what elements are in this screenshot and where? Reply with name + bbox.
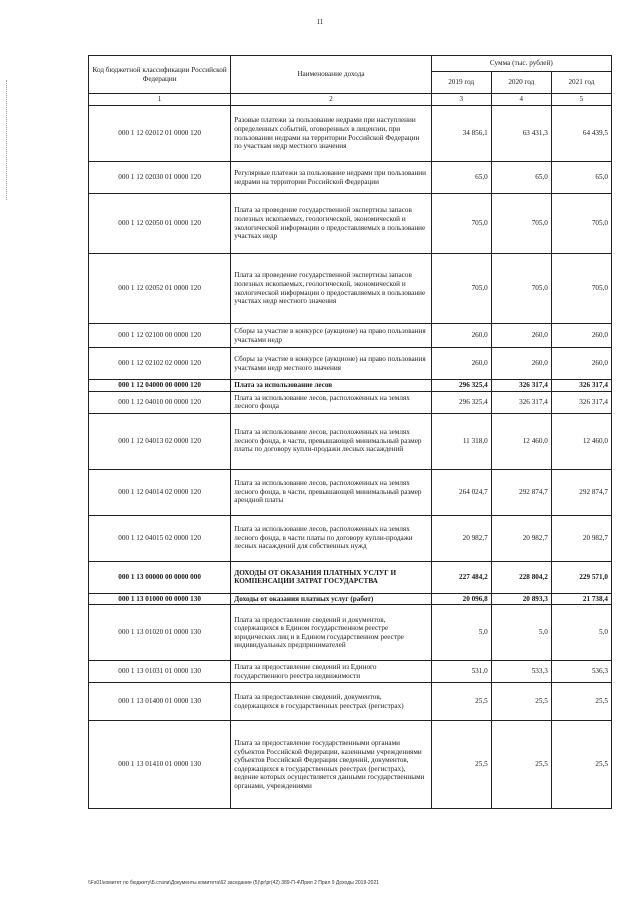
row-value-2021: 12 460,0: [551, 413, 611, 469]
row-value-2019: 296 325,4: [431, 391, 491, 413]
table-row: [89, 324, 612, 348]
row-name: Разовые платежи за пользование недрами при наступлении определенных событий, оговоренных в лицензии, при пользовании недрами на территории Российской Федерации по участкам недр местного значения: [231, 106, 431, 162]
row-value-2020: 228 804,2: [491, 561, 551, 593]
row-value-2019: 20 982,7: [431, 515, 491, 561]
row-code: 000 1 13 01020 01 0000 130: [89, 605, 231, 661]
row-name: Плата за использование лесов, расположенных на землях лесного фонда, в части, превышающей минимальный размер платы по договору купли-продажи лесных насаждений: [231, 413, 431, 469]
row-code: 000 1 13 01000 00 0000 130: [89, 593, 231, 605]
row-value-2021: 65,0: [551, 162, 611, 194]
row-name: Сборы за участие в конкурсе (аукционе) на право пользования участками недр местного значения: [231, 348, 431, 380]
table-row: [89, 254, 612, 324]
row-value-2019: 705,0: [431, 194, 491, 254]
row-code: 000 1 12 04014 02 0000 120: [89, 469, 231, 515]
table-row: [89, 391, 612, 413]
col-number: 2: [231, 94, 431, 106]
revenue-table: [88, 55, 612, 809]
row-value-2020: 705,0: [491, 194, 551, 254]
row-value-2019: 25,5: [431, 721, 491, 809]
page-number: 11: [316, 18, 324, 26]
row-value-2020: 705,0: [491, 254, 551, 324]
header-year-2020: 2020 год: [491, 72, 551, 94]
row-value-2020: 65,0: [491, 162, 551, 194]
row-value-2021: 292 874,7: [551, 469, 611, 515]
row-value-2019: 34 856,1: [431, 106, 491, 162]
row-name: Плата за проведение государственной экспертизы запасов полезных ископаемых, геологической, экономической и экологической информации о предоставляемых в пользование участках недр: [231, 194, 431, 254]
col-number: 5: [551, 94, 611, 106]
row-code: 000 1 12 02050 01 0000 120: [89, 194, 231, 254]
row-value-2020: 63 431,3: [491, 106, 551, 162]
row-name: Регулярные платежи за пользование недрами при пользовании недрами на территории Российской Федерации: [231, 162, 431, 194]
row-name: Плата за использование лесов, расположенных на землях лесного фонда, в части платы по договору купли-продажи лесных насаждений для собственных нужд: [231, 515, 431, 561]
row-code: 000 1 12 02030 01 0000 120: [89, 162, 231, 194]
row-name: Плата за предоставление сведений и документов, содержащихся в Едином государственном реестре юридических лиц и в Едином государственном реестре индивидуальных предпринимателей: [231, 605, 431, 661]
table-row: [89, 721, 612, 809]
row-name: Плата за предоставление государственными органами субъектов Российской Федерации, казенными учреждениями субъектов Российской Федерации сведений, документов, содержащихся в государственных реестрах (регистрах), ведение которых осуществляется данными государственными органами, учреждениями: [231, 721, 431, 809]
row-name: Плата за использование лесов: [231, 380, 431, 392]
row-value-2020: 260,0: [491, 324, 551, 348]
row-code: 000 1 12 04015 02 0000 120: [89, 515, 231, 561]
row-value-2020: 25,5: [491, 683, 551, 721]
row-value-2020: 20 893,3: [491, 593, 551, 605]
table-row: [89, 469, 612, 515]
row-value-2021: 536,3: [551, 661, 611, 683]
row-value-2021: 64 439,5: [551, 106, 611, 162]
row-value-2019: 260,0: [431, 348, 491, 380]
row-value-2020: 260,0: [491, 348, 551, 380]
row-value-2021: 326 317,4: [551, 380, 611, 392]
row-code: 000 1 13 01031 01 0000 130: [89, 661, 231, 683]
row-name: Плата за проведение государственной экспертизы запасов полезных ископаемых, геологической, экономической и экологической информации о предоставляемых в пользование участках недр местного значения: [231, 254, 431, 324]
file-path-footer: \\Fs01\комитет по бюджету\Б.стали\Документы комитета\62 заседание (5)\pr\pr(42) 389-П-4\Прил 2 Прил 9 Доходы 2019-2021: [88, 880, 380, 886]
row-code: 000 1 12 04010 00 0000 120: [89, 391, 231, 413]
row-value-2021: 705,0: [551, 194, 611, 254]
row-value-2019: 5,0: [431, 605, 491, 661]
table-row-subtotal: [89, 593, 612, 605]
row-value-2021: 326 317,4: [551, 391, 611, 413]
row-value-2021: 25,5: [551, 683, 611, 721]
row-value-2019: 264 024,7: [431, 469, 491, 515]
row-value-2021: 229 571,0: [551, 561, 611, 593]
row-code: 000 1 13 01410 01 0000 130: [89, 721, 231, 809]
row-value-2021: 5,0: [551, 605, 611, 661]
row-name: Плата за предоставление сведений, документов, содержащихся в государственных реестрах (регистрах): [231, 683, 431, 721]
row-code: 000 1 12 04013 02 0000 120: [89, 413, 231, 469]
row-name: Плата за использование лесов, расположенных на землях лесного фонда, в части, превышающей минимальный размер арендной платы: [231, 469, 431, 515]
row-value-2019: 11 318,0: [431, 413, 491, 469]
header-code: Код бюджетной классификации Российской Федерации: [89, 56, 231, 94]
col-number: 3: [431, 94, 491, 106]
row-code: 000 1 12 02100 00 0000 120: [89, 324, 231, 348]
row-name: Плата за предоставление сведений из Единого государственного реестра недвижимости: [231, 661, 431, 683]
row-value-2019: 25,5: [431, 683, 491, 721]
table-row: [89, 683, 612, 721]
row-code: 000 1 13 01400 01 0000 130: [89, 683, 231, 721]
row-value-2020: 326 317,4: [491, 380, 551, 392]
row-value-2019: 705,0: [431, 254, 491, 324]
row-value-2019: 296 325,4: [431, 380, 491, 392]
table-row: [89, 515, 612, 561]
row-code: 000 1 12 02012 01 0000 120: [89, 106, 231, 162]
row-value-2021: 260,0: [551, 324, 611, 348]
row-value-2021: 21 738,4: [551, 593, 611, 605]
row-code: 000 1 12 02102 02 0000 120: [89, 348, 231, 380]
row-value-2021: 260,0: [551, 348, 611, 380]
row-name: Сборы за участие в конкурсе (аукционе) на право пользования участками недр: [231, 324, 431, 348]
table-row: [89, 348, 612, 380]
row-value-2019: 20 096,8: [431, 593, 491, 605]
row-name: ДОХОДЫ ОТ ОКАЗАНИЯ ПЛАТНЫХ УСЛУГ И КОМПЕНСАЦИИ ЗАТРАТ ГОСУДАРСТВА: [231, 561, 431, 593]
row-value-2019: 227 484,2: [431, 561, 491, 593]
table-row-section-total: [89, 561, 612, 593]
row-value-2020: 20 982,7: [491, 515, 551, 561]
row-value-2021: 20 982,7: [551, 515, 611, 561]
table-row: [89, 413, 612, 469]
header-year-2019: 2019 год: [431, 72, 491, 94]
row-name: Доходы от оказания платных услуг (работ): [231, 593, 431, 605]
header-name: Наименование дохода: [231, 56, 431, 94]
table-row: [89, 661, 612, 683]
row-value-2021: 705,0: [551, 254, 611, 324]
table-row: [89, 194, 612, 254]
header-year-2021: 2021 год: [551, 72, 611, 94]
row-name: Плата за использование лесов, расположенных на землях лесного фонда: [231, 391, 431, 413]
row-value-2020: 25,5: [491, 721, 551, 809]
row-value-2020: 292 874,7: [491, 469, 551, 515]
row-value-2019: 531,0: [431, 661, 491, 683]
row-value-2020: 5,0: [491, 605, 551, 661]
row-code: 000 1 12 02052 01 0000 120: [89, 254, 231, 324]
row-value-2020: 12 460,0: [491, 413, 551, 469]
row-value-2019: 260,0: [431, 324, 491, 348]
header-sum: Сумма (тыс. рублей): [431, 56, 611, 72]
table-row: [89, 605, 612, 661]
col-number: 4: [491, 94, 551, 106]
table-row: [89, 162, 612, 194]
margin-marks: [6, 80, 9, 200]
col-number: 1: [89, 94, 231, 106]
table-row-subtotal: [89, 380, 612, 392]
row-value-2019: 65,0: [431, 162, 491, 194]
row-value-2020: 326 317,4: [491, 391, 551, 413]
row-value-2021: 25,5: [551, 721, 611, 809]
row-code: 000 1 13 00000 00 0000 000: [89, 561, 231, 593]
row-value-2020: 533,3: [491, 661, 551, 683]
row-code: 000 1 12 04000 00 0000 120: [89, 380, 231, 392]
table-row: [89, 106, 612, 162]
